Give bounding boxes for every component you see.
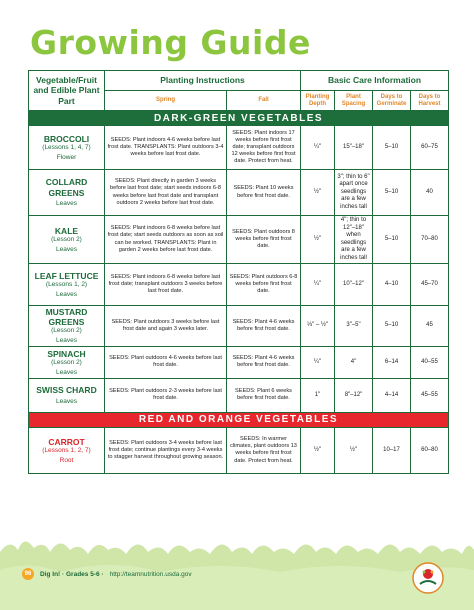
- days-to-harvest: 40: [411, 170, 449, 216]
- fall-instructions: SEEDS: Plant 6 weeks before first frost date.: [227, 378, 301, 412]
- fall-instructions: SEEDS: Plant 4-6 weeks before first frost date.: [227, 346, 301, 378]
- edible-part: Leaves: [56, 199, 77, 207]
- plant-spacing-header: Plant Spacing: [335, 91, 373, 111]
- growing-guide-table: [28, 70, 449, 474]
- plant-spacing: 4": [335, 346, 373, 378]
- planting-depth: ½": [301, 216, 335, 264]
- planting-depth-header: Planting Depth: [301, 91, 335, 111]
- plant-spacing: 4"; thin to 12"–18" when seedlings are a few inches tall: [335, 216, 373, 264]
- days-to-germinate: 5–10: [373, 126, 411, 170]
- planting-depth: ½": [301, 427, 335, 473]
- vegetable-name: LEAF LETTUCE: [34, 270, 99, 281]
- fall-instructions: SEEDS: Plant 10 weeks before first frost date.: [227, 170, 301, 216]
- vegetable-cell: [29, 378, 105, 412]
- fall-instructions: SEEDS: Plant outdoors 6-8 weeks before first frost date.: [227, 264, 301, 306]
- days-to-germinate: 5–10: [373, 306, 411, 347]
- table-row: [29, 126, 449, 170]
- spring-instructions: SEEDS: Plant outdoors 3 weeks before last frost date and again 3 weeks later.: [105, 306, 227, 347]
- spring-instructions: SEEDS: Plant indoors 4-6 weeks before last frost date. TRANSPLANTS: Plant outdoors 3-4 weeks before last frost date.: [105, 126, 227, 170]
- days-to-harvest: 45–55: [411, 378, 449, 412]
- edible-part: Leaves: [56, 337, 77, 345]
- planting-depth: ¼": [301, 126, 335, 170]
- page-number-badge: 96: [22, 568, 34, 580]
- plant-spacing: 15"–18": [335, 126, 373, 170]
- vegetable-name: KALE: [54, 225, 79, 236]
- vegetable-name: SWISS CHARD: [36, 385, 97, 396]
- table-row: [29, 378, 449, 412]
- plant-spacing: ½": [335, 427, 373, 473]
- spring-header: Spring: [105, 91, 227, 111]
- lesson-reference: (Lesson 2): [51, 358, 82, 366]
- plant-spacing: 3"; thin to 6" apart once seedlings are a few inches tall: [335, 170, 373, 216]
- planting-depth: 1": [301, 378, 335, 412]
- spring-instructions: SEEDS: Plant indoors 6-8 weeks before last frost date; start seeds outdoors as soon as soil can be worked. TRANSPLANTS: Plant in garden 2 weeks before last frost date.: [105, 216, 227, 264]
- table-row: [29, 306, 449, 347]
- days-to-harvest-header: Days to Harvest: [411, 91, 449, 111]
- basic-care-header: Basic Care Information: [301, 71, 449, 91]
- plant-spacing: 3"–5": [335, 306, 373, 347]
- edible-part: Leaves: [56, 290, 77, 298]
- table-row: [29, 427, 449, 473]
- spring-instructions: SEEDS: Plant outdoors 4-6 weeks before last frost date.: [105, 346, 227, 378]
- lesson-reference: (Lesson 2): [51, 235, 82, 243]
- edible-part: Leaves: [56, 397, 77, 405]
- edible-part: Flower: [56, 153, 77, 161]
- days-to-harvest: 45: [411, 306, 449, 347]
- fall-instructions: SEEDS: Plant indoors 17 weeks before first frost date; transplant outdoors 12 weeks before first frost date. Protect from heat.: [227, 126, 301, 170]
- team-nutrition-logo: [412, 562, 444, 594]
- days-to-germinate-header: Days to Germinate: [373, 91, 411, 111]
- fall-instructions: SEEDS: Plant outdoors 8 weeks before first frost date.: [227, 216, 301, 264]
- footer-text: Dig In! · Grades 5-6 ·: [40, 570, 104, 578]
- days-to-harvest: 70–80: [411, 216, 449, 264]
- vegetable-cell: [29, 170, 105, 216]
- days-to-germinate: 4–10: [373, 264, 411, 306]
- footer-url[interactable]: http://teamnutrition.usda.gov: [109, 570, 192, 578]
- planting-depth: ¼": [301, 346, 335, 378]
- days-to-harvest: 60–75: [411, 126, 449, 170]
- vegetable-cell: [29, 264, 105, 306]
- fall-instructions: SEEDS: In warmer climates, plant outdoors 13 weeks before first frost date. Protect from heat.: [227, 427, 301, 473]
- fall-instructions: SEEDS: Plant 4-6 weeks before first frost date.: [227, 306, 301, 347]
- lesson-reference: (Lessons 1, 2, 7): [42, 446, 91, 454]
- section-header: DARK-GREEN VEGETABLES: [29, 111, 449, 126]
- planting-depth: ¼": [301, 264, 335, 306]
- planting-instructions-header: Planting Instructions: [105, 71, 301, 91]
- vegetable-cell: [29, 346, 105, 378]
- planting-depth: ⅓" – ½": [301, 306, 335, 347]
- fall-header: Fall: [227, 91, 301, 111]
- footer: [22, 568, 192, 580]
- plant-spacing: 8"–12": [335, 378, 373, 412]
- spring-instructions: SEEDS: Plant indoors 6-8 weeks before last frost date; transplant outdoors 3 weeks before last frost date.: [105, 264, 227, 306]
- edible-part: Root: [59, 456, 74, 464]
- section-header: RED AND ORANGE VEGETABLES: [29, 412, 449, 427]
- vegetable-name: COLLARD GREENS: [45, 177, 88, 198]
- vegetable-cell: [29, 216, 105, 264]
- days-to-germinate: 4–14: [373, 378, 411, 412]
- lesson-reference: (Lessons 1, 4, 7): [42, 143, 91, 151]
- table-row: [29, 170, 449, 216]
- days-to-harvest: 45–70: [411, 264, 449, 306]
- table-row: [29, 346, 449, 378]
- days-to-harvest: 40–55: [411, 346, 449, 378]
- edible-part: Leaves: [56, 368, 77, 376]
- guide-body: [29, 111, 449, 474]
- vegetable-cell: [29, 427, 105, 473]
- vegetable-cell: [29, 126, 105, 170]
- days-to-germinate: 10–17: [373, 427, 411, 473]
- vegetable-name: BROCCOLI: [43, 133, 90, 144]
- spring-instructions: SEEDS: Plant outdoors 2-3 weeks before last frost date.: [105, 378, 227, 412]
- plant-spacing: 10"–12": [335, 264, 373, 306]
- days-to-harvest: 60–80: [411, 427, 449, 473]
- spring-instructions: SEEDS: Plant directly in garden 3 weeks before last frost date; start seeds indoors 6-8 weeks before last frost date and transplant outdoors 2 weeks before last frost date.: [105, 170, 227, 216]
- lesson-reference: (Lesson 2): [51, 327, 82, 335]
- planting-depth: ½": [301, 170, 335, 216]
- table-row: [29, 216, 449, 264]
- table-row: [29, 264, 449, 306]
- lesson-reference: (Lessons 1, 2): [45, 280, 88, 288]
- vegetable-cell: [29, 306, 105, 347]
- vegetable-name: CARROT: [48, 436, 85, 447]
- days-to-germinate: 5–10: [373, 170, 411, 216]
- vegetable-column-header: Vegetable/Fruit and Edible Plant Part: [29, 71, 105, 111]
- vegetable-name: SPINACH: [47, 348, 86, 359]
- page-title: Growing Guide: [30, 23, 311, 62]
- vegetable-name: MUSTARD GREENS: [45, 307, 88, 328]
- spring-instructions: SEEDS: Plant outdoors 3-4 weeks before last frost date; continue plantings every 3-4 weeks to stagger harvest throughout growing season.: [105, 427, 227, 473]
- days-to-germinate: 5–10: [373, 216, 411, 264]
- days-to-germinate: 6–14: [373, 346, 411, 378]
- edible-part: Leaves: [56, 245, 77, 253]
